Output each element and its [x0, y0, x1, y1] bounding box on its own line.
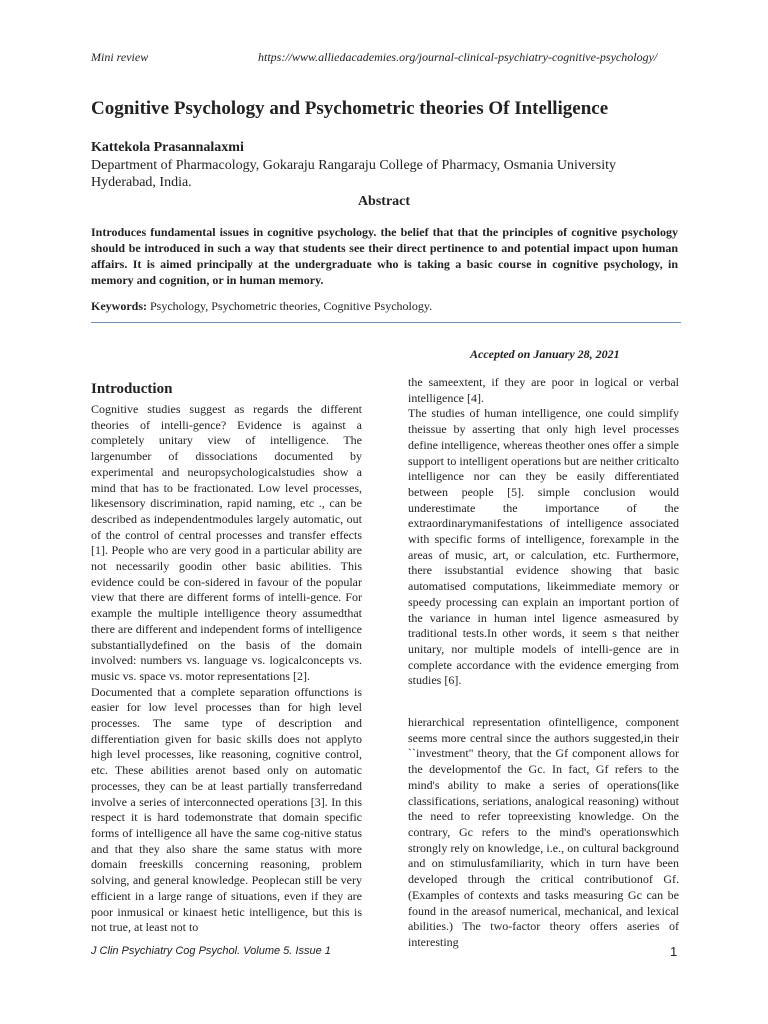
accepted-date: Accepted on January 28, 2021: [470, 347, 620, 361]
body-paragraph: Documented that a complete separation offunctions is easier for low level processes than for high level processes. The same type of description and differentiation given for basic skills does not applyto high level processes, like reasoning, cognitive control, etc. These abilities arenot based only on automatic processes, they can be at least partially transferredand involve a series of interconnected operations [3]. In this respect it is hard todemonstrate that domain specific forms of intelligence all have the same cog-nitive status and that they also share the same status with more domain freeskills concerning reasoning, problem solving, and general knowledge. Peoplecan still be very efficient in a large range of situations, even if they are poor inmusical or kinaest hetic intelligence, but this is not true, at least not to: [91, 684, 362, 935]
right-column: [408, 375, 679, 951]
author-affiliation: Department of Pharmacology, Gokaraju Rangaraju College of Pharmacy, Osmania University Hyderabad, India.: [91, 158, 616, 190]
body-paragraph: the sameextent, if they are poor in logical or verbal intelligence [4].: [408, 375, 679, 405]
keywords: [91, 299, 678, 314]
journal-url[interactable]: https://www.alliedacademies.org/journal-clinical-psychiatry-cognitive-psychology/: [258, 50, 658, 64]
keywords-label: Keywords:: [91, 299, 147, 313]
footer-journal-citation: J Clin Psychiatry Cog Psychol. Volume 5. Issue 1: [91, 945, 331, 957]
abstract-heading: Abstract: [357, 194, 411, 209]
author-name: Kattekola Prasannalaxmi: [91, 140, 244, 155]
body-paragraph: hierarchical representation ofintelligence, component seems more central since the authors suggested,in their ``investment" theory, that the Gf component allows for the developmentof the Gc. In fact, Gf refers to the mind's ability to make a series of operations(like classifications, seriations, analogical reasoning) without the need to refer topreexisting knowledge. On the contrary, Gc refers to the mind's operationswhich strongly rely on knowledge, i.e., on cultural background and on stimulusfamiliarity, which in turn have been developed through the critical contributionof Gf. (Examples of contexts and tasks measuring Gc can be found in the areasof numerical, mechanical, and lexical abilities.) The two-factor theory offers aseries of interesting: [408, 715, 679, 949]
page-number: 1: [670, 944, 678, 959]
keywords-text: Psychology, Psychometric theories, Cognitive Psychology.: [147, 299, 433, 313]
body-paragraph: Cognitive studies suggest as regards the different theories of intelli-gence? Evidence is against a completely unitary view of intelligence. The largenumber of dissociations documented by experimental and neuropsychologicalstudies show a mind that has to be fractionated. Low level processes, likesensory discrimination, rapid naming, etc ., can be described as independentmodules largely automatic, out of the control of central processes and transfer effects [1]. People who are very good in a particular ability are not necessarily goodin other basic abilities. This evidence could be con-sidered in favour of the popular view that there are different forms of intelli-gence. For example the multiple intelligence theory assumedthat there are different and independent forms of intelligence substantiallydefined on the basis of the domain involved: numbers vs. language vs. logicalconcepts vs. music vs. space vs. motor representations [2].: [91, 402, 362, 683]
column-gap: [408, 689, 679, 715]
article-title: Cognitive Psychology and Psychometric theories Of Intelligence: [91, 98, 609, 119]
introduction-heading: Introduction: [91, 381, 173, 397]
left-column: [91, 380, 362, 936]
section-divider: [91, 322, 681, 323]
article-type-label: Mini review: [91, 50, 149, 64]
abstract-body: Introduces fundamental issues in cognitive psychology. the belief that that the principles of cognitive psychology should be introduced in such a way that students see their direct pertinence to and potential impact upon human affairs. It is aimed principally at the undergraduate who is taking a basic course in cognitive psychology, in memory and cognition, or in human memory.: [91, 225, 678, 287]
body-paragraph: The studies of human intelligence, one could simplify theissue by asserting that only high level processes define intelligence, whereas theother ones offer a simple support to intelligent operations but are neither criticalto intelligence nor can they be easily differentiated between people [5]. simple conclusion would underestimate the importance of the extraordinarymanifestations of intelligence associated with specific forms of intelligence, forexample in the areas of music, art, or calculation, etc. Furthermore, there issubstantial evidence showing that basic automatised computations, likeimmediate memory or speedy processing can explain an important portion of the variance in human intel ligence asmeasured by traditional tests.In other words, it seem s that neither unitary, nor multiple models of intelli-gence are in complete accordance with the evidence emerging from studies [6].: [408, 406, 680, 688]
